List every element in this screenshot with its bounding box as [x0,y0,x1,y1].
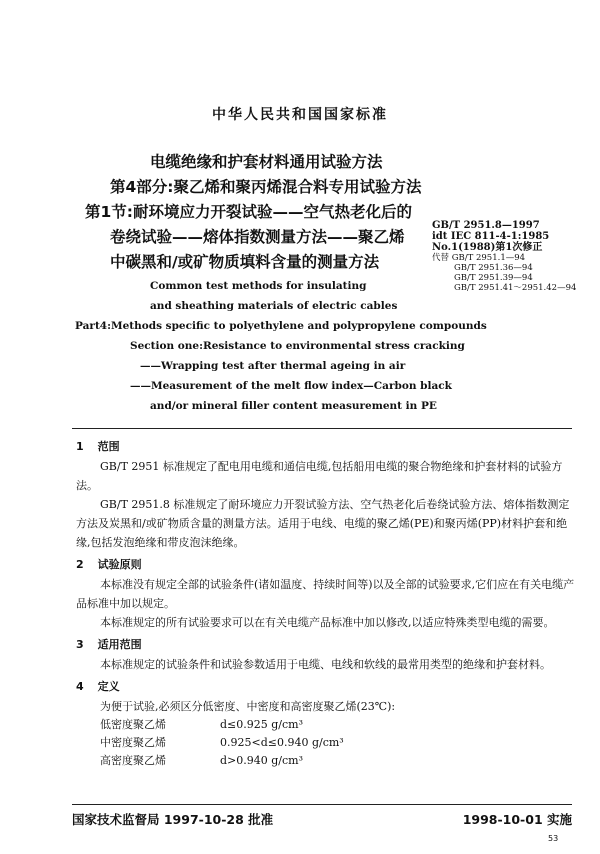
title-zh-line: 电缆绝缘和护套材料通用试验方法 [150,153,383,171]
title-en-line: ——Measurement of the melt flow index—Carbon black [130,380,452,392]
paragraph: 本标准没有规定全部的试验条件(诸如温度、持续时间等)以及全部的试验要求,它们应在有关电缆产品标准中加以规定。 [76,578,575,610]
section-heading: 4 定义 [76,680,120,693]
title-zh-line: 第1节:耐环境应力开裂试验——空气热老化后的 [85,203,412,221]
document-body [76,437,576,770]
standard-codes [432,220,576,293]
paragraph: GB/T 2951.8 标准规定了耐环境应力开裂试验方法、空气热老化后卷绕试验方法、熔体指数测定方法及炭黑和/或矿物质含量的测量方法。适用于电线、电缆的聚乙烯(PE)和聚丙烯(PP)材料护套和绝缘,包括发泡绝缘和带皮泡沫绝缘。 [76,498,570,549]
page-number: 53 [548,834,559,843]
paragraph: 本标准规定的试验条件和试验参数适用于电缆、电线和软线的最常用类型的绝缘和护套材料。 [100,658,551,671]
replaces-item: GB/T 2951.41～2951.42—94 [454,283,577,293]
section-heading: 1 范围 [76,440,120,453]
definition-row: 低密度聚乙烯 d≤0.925 g/cm³ [100,718,303,731]
section-heading: 3 适用范围 [76,638,142,651]
title-zh-line: 中碳黑和/或矿物质填料含量的测量方法 [110,253,380,271]
title-en-line: and sheathing materials of electric cables [150,300,398,312]
title-en-line: ——Wrapping test after thermal ageing in air [140,360,406,372]
paragraph: 本标准规定的所有试验要求可以在有关电缆产品标准中加以修改,以适应特殊类型电缆的需要。 [100,616,555,629]
footer [72,810,572,828]
standard-number: GB/T 2951.8—1997 [432,220,540,231]
approval-date: 国家技术监督局 1997-10-28 批准 [72,812,274,827]
national-standard-heading: 中华人民共和国国家标准 [212,107,388,123]
title-en-line: and/or mineral filler content measurement in PE [150,400,437,412]
amendment: No.1(1988)第1次修正 [432,242,543,253]
footer-divider [72,804,572,805]
title-en-line: Common test methods for insulating [150,280,367,292]
replaces-label: 代替 [432,253,450,263]
header-divider [72,428,572,429]
idt-reference: idt IEC 811-4-1:1985 [432,231,550,242]
title-zh-line: 卷绕试验——熔体指数测量方法——聚乙烯 [110,228,405,246]
definition-row: 中密度聚乙烯 0.925<d≤0.940 g/cm³ [100,736,344,749]
section-heading: 2 试验原则 [76,558,142,571]
title-zh-line: 第4部分:聚乙烯和聚丙烯混合料专用试验方法 [110,178,422,196]
replaces-item: GB/T 2951.36—94 [454,263,533,273]
replaces-item: GB/T 2951.39—94 [454,273,533,283]
effective-date: 1998-10-01 实施 [462,812,572,827]
title-en-line: Section one:Resistance to environmental stress cracking [130,340,465,352]
replaces-item: GB/T 2951.1—94 [451,253,526,263]
paragraph: GB/T 2951 标准规定了配电用电缆和通信电缆,包括船用电缆的聚合物绝缘和护套材料的试验方法。 [76,460,563,492]
title-en-line: Part4:Methods specific to polyethylene and polypropylene compounds [75,320,487,332]
paragraph: 为便于试验,必须区分低密度、中密度和高密度聚乙烯(23℃): [100,700,396,713]
definition-row: 高密度聚乙烯 d>0.940 g/cm³ [100,754,303,767]
